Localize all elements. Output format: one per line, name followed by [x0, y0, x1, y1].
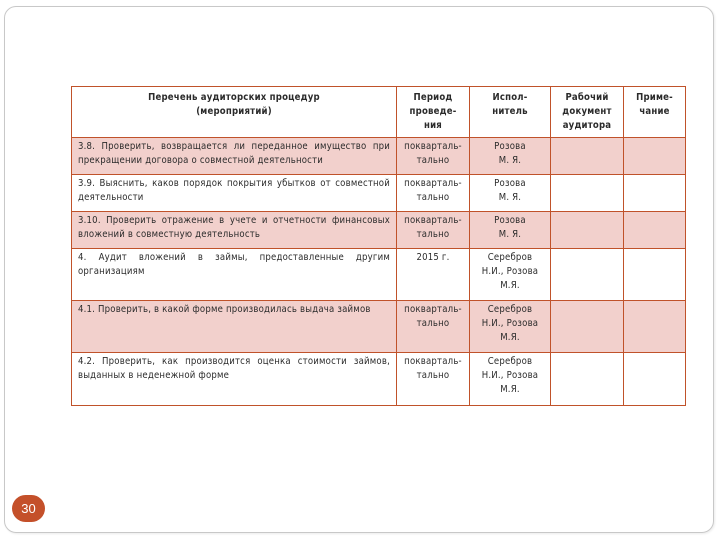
executor-cell [470, 138, 551, 175]
executor-cell [470, 301, 551, 353]
period-text: 2015 г. [416, 252, 450, 263]
working-doc-cell [551, 353, 624, 406]
executor-cell [470, 249, 551, 301]
executor-cell [470, 212, 551, 249]
note-cell [624, 212, 686, 249]
table-row [72, 175, 686, 212]
working-doc-cell [551, 212, 624, 249]
page-number-badge: 30 [12, 495, 45, 522]
period-cell [397, 138, 470, 175]
working-doc-cell [551, 138, 624, 175]
period-text: покварталь- тально [404, 141, 462, 166]
period-cell [397, 212, 470, 249]
period-cell [397, 175, 470, 212]
procedure-cell: 4.2. Проверить, как производится оценка стоимости займов, выданных в неденежной форме [72, 353, 397, 406]
header-period-text: Период проведе- ния [409, 92, 457, 131]
period-text: покварталь- тально [404, 178, 462, 203]
period-cell [397, 249, 470, 301]
header-executor-text: Испол- нитель [492, 92, 528, 117]
working-doc-cell [551, 249, 624, 301]
working-doc-cell [551, 301, 624, 353]
executor-cell [470, 175, 551, 212]
header-working-doc [551, 87, 624, 138]
procedure-cell: 3.9. Выяснить, каков порядок покрытия убытков от совместной деятельности [72, 175, 397, 212]
period-cell [397, 353, 470, 406]
procedure-cell: 4. Аудит вложений в займы, предоставленные другим организациям [72, 249, 397, 301]
table-row [72, 138, 686, 175]
audit-procedures-table [71, 86, 686, 406]
header-period [397, 87, 470, 138]
header-procedures-text: Перечень аудиторских процедур (мероприятий) [148, 92, 320, 117]
note-cell [624, 249, 686, 301]
note-cell [624, 175, 686, 212]
header-note [624, 87, 686, 138]
header-note-text: Приме- чание [636, 92, 673, 117]
table-row [72, 301, 686, 353]
table-header-row [72, 87, 686, 138]
working-doc-cell [551, 175, 624, 212]
period-cell [397, 301, 470, 353]
note-cell [624, 353, 686, 406]
table-row [72, 249, 686, 301]
period-text: покварталь- тально [404, 215, 462, 240]
executor-cell [470, 353, 551, 406]
executor-text: Серебров Н.И., Розова М.Я. [481, 304, 539, 343]
procedure-cell: 4.1. Проверить, в какой форме производилась выдача займов [72, 301, 397, 353]
executor-text: Серебров Н.И., Розова М.Я. [481, 252, 539, 291]
header-executor [470, 87, 551, 138]
table-row [72, 212, 686, 249]
period-text: покварталь- тально [404, 356, 462, 381]
header-working-doc-text: Рабочий документ аудитора [562, 92, 612, 131]
table-row [72, 353, 686, 406]
executor-text: Розова М. Я. [494, 215, 526, 240]
note-cell [624, 138, 686, 175]
period-text: покварталь- тально [404, 304, 462, 329]
note-cell [624, 301, 686, 353]
procedure-cell: 3.8. Проверить, возвращается ли переданное имущество при прекращении договора о совместной деятельности [72, 138, 397, 175]
procedure-cell: 3.10. Проверить отражение в учете и отчетности финансовых вложений в совместную деятельность [72, 212, 397, 249]
executor-text: Розова М. Я. [494, 141, 526, 166]
header-procedures [72, 87, 397, 138]
executor-text: Серебров Н.И., Розова М.Я. [481, 356, 539, 395]
executor-text: Розова М. Я. [494, 178, 526, 203]
